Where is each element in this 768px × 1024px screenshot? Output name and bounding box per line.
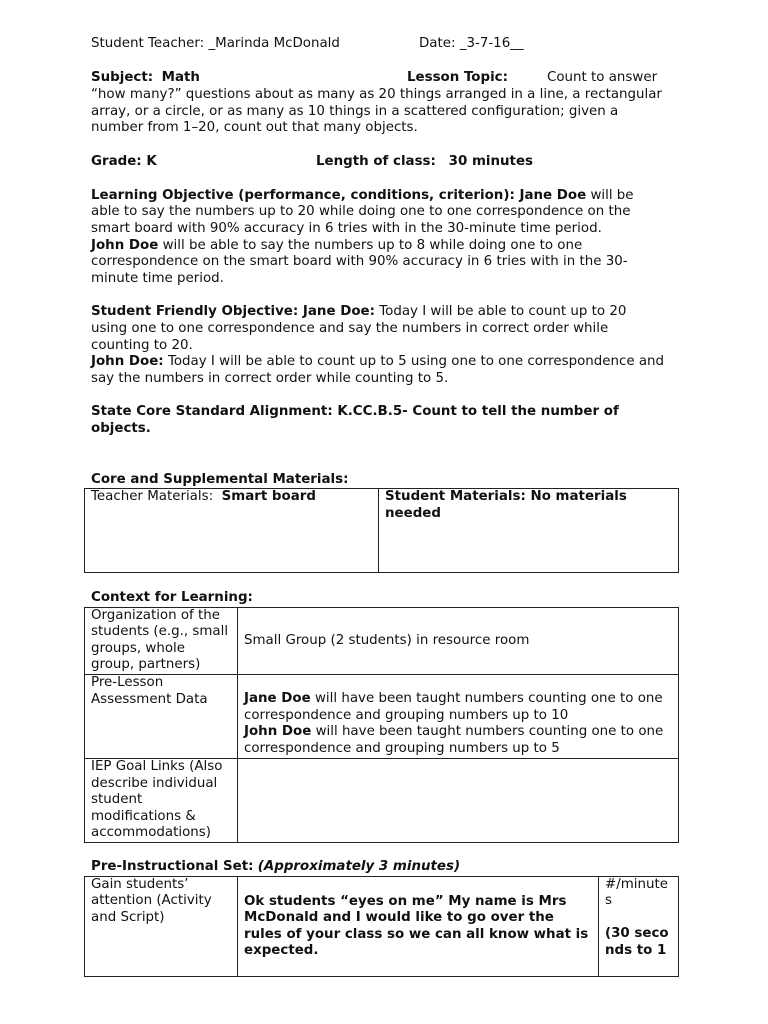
iep-value [238, 759, 679, 843]
objective-john-name: John Doe [91, 237, 159, 253]
grade-row [91, 154, 685, 171]
preinstruction-heading: Pre-Instructional Set: [91, 859, 254, 875]
subject-label: Subject: [91, 70, 154, 85]
context-heading: Context for Learning: [91, 590, 253, 606]
pre-jane-name: Jane Doe [244, 691, 311, 707]
preinstruction-duration: (Approximately 3 minutes) [257, 859, 461, 875]
student-materials-cell [379, 489, 679, 573]
minutes-value: (30 seconds to 1 [605, 926, 669, 959]
pre-jane-text: will have been taught numbers counting one to one correspondence and grouping numbers up to 10 [244, 691, 663, 723]
friendly-john-name: John Doe: [91, 354, 164, 370]
header-row [91, 36, 685, 53]
student-materials-text: Student Materials: No materials needed [385, 489, 627, 521]
teacher-materials-label: Teacher Materials: [91, 489, 214, 505]
context-table [84, 607, 679, 843]
pre-john-name: John Doe [244, 724, 312, 740]
teacher-materials-value: Smart board [221, 489, 316, 505]
materials-heading: Core and Supplemental Materials: [91, 471, 349, 487]
materials-table [84, 488, 679, 573]
friendly-label: Student Friendly Objective: Jane Doe: [91, 304, 375, 320]
lesson-plan-page [91, 36, 685, 977]
subject-row [91, 70, 685, 87]
attention-script-cell [238, 876, 599, 976]
attention-label: Gain students’ attention (Activity and Script) [85, 876, 238, 976]
topic-start: Count to answer [547, 70, 658, 85]
attention-script: Ok students “eyes on me” My name is Mrs McDonald and I would like to go over the rules of your class so we can all know what is expected. [244, 893, 589, 959]
grade-label: Grade: K [91, 153, 157, 169]
teacher-name: Student Teacher: _Marinda McDonald [91, 36, 340, 51]
topic-label: Lesson Topic: [407, 70, 508, 85]
iep-label: IEP Goal Links (Also describe individual student modifications & accommodations) [85, 759, 238, 843]
topic-text: “how many?” questions about as many as 20 things arranged in a line, a rectangular array, or a circle, or as many as 10 things in a scattered configuration; given a number from 1–20, count out that many objects. [91, 87, 662, 136]
pre-assessment-value [238, 675, 679, 759]
student-friendly-objective [91, 304, 666, 387]
length-label: Length of class: [316, 153, 436, 169]
minutes-label: #/minutes [605, 876, 668, 909]
minutes-cell [599, 876, 679, 976]
subject-value: Math [161, 70, 200, 85]
teacher-materials-cell [85, 489, 379, 573]
length-value: 30 minutes [448, 153, 534, 169]
organization-label: Organization of the students (e.g., small groups, whole group, partners) [85, 607, 238, 674]
objective-jane-text: will be able to say the numbers up to 20 while doing one to one correspondence on the smart board with 90% accuracy in 6 tries with in the 30-minute time period. [91, 187, 634, 236]
preinstruction-table [84, 876, 679, 977]
objective-label: Learning Objective (performance, conditions, criterion): Jane Doe [91, 187, 587, 203]
friendly-jane-text: Today I will be able to count up to 20 using one to one correspondence and say the numbers in correct order while counting to 20. [91, 304, 627, 353]
pre-assessment-label: Pre-Lesson Assessment Data [85, 675, 238, 759]
pre-john-text: will have been taught numbers counting one to one correspondence and grouping numbers up to 5 [244, 724, 664, 756]
learning-objective [91, 188, 666, 288]
organization-value: Small Group (2 students) in resource room [238, 607, 679, 674]
objective-john-text: will be able to say the numbers up to 8 while doing one to one correspondence on the smart board with 90% accuracy in 6 tries with in the 30-minute time period. [91, 237, 628, 286]
friendly-john-text: Today I will be able to count up to 5 using one to one correspondence and say the numbers in correct order while counting to 5. [91, 354, 665, 386]
standard-alignment: State Core Standard Alignment: K.CC.B.5- Count to tell the number of objects. [91, 404, 619, 436]
lesson-date: Date: _3-7-16__ [419, 36, 524, 51]
